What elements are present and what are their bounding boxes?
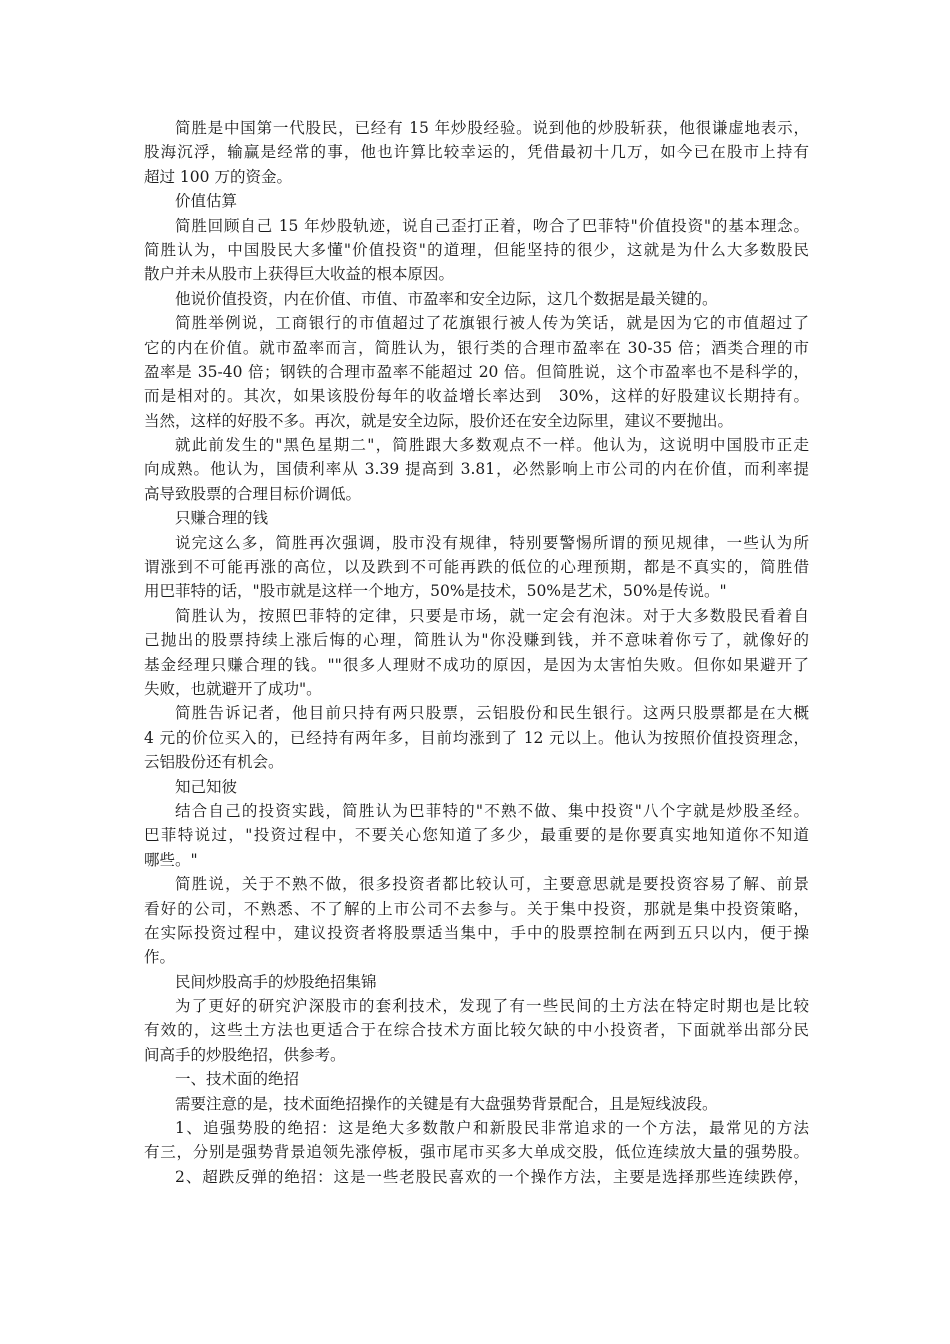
text-line: 价值估算 bbox=[175, 192, 238, 211]
text-line: 它的内在价值。就市盈率而言，简胜认为，银行类的合理市盈率在 30-35 倍；酒类合理的市 bbox=[144, 338, 809, 357]
text-line: 在实际投资过程中，建议投资者将股票适当集中，手中的股票控制在两到五只以内，便于操 bbox=[144, 923, 809, 942]
text-line: 用巴菲特的话，"股市就是这样一个地方，50%是技术，50%是艺术，50%是传说。" bbox=[144, 582, 727, 601]
text-line: 简胜说，关于不熟不做，很多投资者都比较认可，主要意思就是要投资容易了解、前景 bbox=[175, 875, 809, 894]
text-line: 巴菲特说过，"投资过程中，不要关心您知道了多少，最重要的是你要真实地知道你不知道 bbox=[144, 826, 809, 845]
text-line: 就此前发生的"黑色星期二"，简胜跟大多数观点不一样。他认为，这说明中国股市正走 bbox=[175, 436, 809, 455]
text-line: 己抛出的股票持续上涨后悔的心理，简胜认为"你没赚到钱，并不意味着你亏了，就像好的 bbox=[144, 631, 809, 650]
text-line: 盈率是 35-40 倍；钢铁的合理市盈率不能超过 20 倍。但简胜说，这个市盈率也不是科学的， bbox=[144, 362, 809, 381]
text-line: 股海沉浮，输赢是经常的事，他也许算比较幸运的，凭借最初十几万，如今已在股市上持有 bbox=[144, 143, 809, 162]
text-line: 看好的公司，不熟悉、不了解的上市公司不去参与。关于集中投资，那就是集中投资策略， bbox=[144, 899, 809, 918]
text-line: 作。 bbox=[144, 948, 176, 967]
text-line: 向成熟。他认为，国债利率从 3.39 提高到 3.81，必然影响上市公司的内在价值，而利率提 bbox=[144, 460, 809, 479]
text-line: 为了更好的研究沪深股市的套利技术，发现了有一些民间的土方法在特定时期也是比较 bbox=[175, 997, 809, 1016]
text-line: 简胜举例说，工商银行的市值超过了花旗银行被人传为笑话，就是因为它的市值超过了 bbox=[175, 314, 809, 333]
text-line: 超过 100 万的资金。 bbox=[144, 167, 292, 186]
text-line: 说完这么多，简胜再次强调，股市没有规律，特别要警惕所谓的预见规律，一些认为所 bbox=[175, 533, 809, 552]
text-line: 高导致股票的合理目标价调低。 bbox=[144, 484, 362, 503]
text-line: 2、超跌反弹的绝招：这是一些老股民喜欢的一个操作方法，主要是选择那些连续跌停， bbox=[175, 1167, 809, 1186]
text-line: 而是相对的。其次，如果该股份每年的收益增长率达到 30%，这样的好股建议长期持有。 bbox=[144, 387, 809, 406]
text-line: 知己知彼 bbox=[175, 777, 238, 796]
text-line: 散户并未从股市上获得巨大收益的根本原因。 bbox=[144, 265, 455, 284]
article-body bbox=[144, 116, 809, 1189]
text-line: 他说价值投资，内在价值、市值、市盈率和安全边际，这几个数据是最关键的。 bbox=[175, 289, 718, 308]
text-line: 只赚合理的钱 bbox=[175, 509, 269, 528]
text-line: 结合自己的投资实践，简胜认为巴菲特的"不熟不做、集中投资"八个字就是炒股圣经。 bbox=[175, 801, 809, 820]
text-line: 简胜告诉记者，他目前只持有两只股票，云铝股份和民生银行。这两只股票都是在大概 bbox=[175, 704, 809, 723]
text-line: 失败，也就避开了成功"。 bbox=[144, 679, 322, 698]
text-line: 民间炒股高手的炒股绝招集锦 bbox=[175, 972, 377, 991]
text-line: 简胜是中国第一代股民，已经有 15 年炒股经验。说到他的炒股斩获，他很谦虚地表示， bbox=[175, 119, 809, 137]
text-line: 谓涨到不可能再涨的高位，以及跌到不可能再跌的低位的心理预期，都是不真实的，简胜借 bbox=[144, 558, 809, 577]
text-line: 简胜回顾自己 15 年炒股轨迹，说自己歪打正着，吻合了巴菲特"价值投资"的基本理念。 bbox=[175, 216, 809, 235]
text-line: 有效的，这些土方法也更适合于在综合技术方面比较欠缺的中小投资者，下面就举出部分民 bbox=[144, 1021, 809, 1040]
text-line: 当然，这样的好股不多。再次，就是安全边际，股价还在安全边际里，建议不要抛出。 bbox=[144, 411, 734, 430]
text-line: 哪些。" bbox=[144, 850, 198, 869]
text-line: 需要注意的是，技术面绝招操作的关键是有大盘强势背景配合，且是短线波段。 bbox=[175, 1094, 718, 1113]
text-line: 简胜认为，中国股民大多懂"价值投资"的道理，但能坚持的很少，这就是为什么大多数股民 bbox=[144, 240, 809, 259]
text-line: 有三，分别是强势背景追领先涨停板，强市尾市买多大单成交股，低位连续放大量的强势股。 bbox=[144, 1143, 809, 1162]
text-line: 云铝股份还有机会。 bbox=[144, 753, 284, 772]
text-line: 基金经理只赚合理的钱。""很多人理财不成功的原因，是因为太害怕失败。但你如果避开了 bbox=[144, 655, 809, 674]
text-line: 间高手的炒股绝招，供参考。 bbox=[144, 1045, 346, 1064]
text-line: 1、追强势股的绝招：这是绝大多数散户和新股民非常追求的一个方法，最常见的方法 bbox=[175, 1119, 809, 1138]
text-line: 4 元的价位买入的，已经持有两年多，目前均涨到了 12 元以上。他认为按照价值投资理念， bbox=[144, 728, 809, 747]
text-line: 一、技术面的绝招 bbox=[175, 1070, 300, 1089]
text-line: 简胜认为，按照巴菲特的定律，只要是市场，就一定会有泡沫。对于大多数股民看着自 bbox=[175, 606, 809, 625]
